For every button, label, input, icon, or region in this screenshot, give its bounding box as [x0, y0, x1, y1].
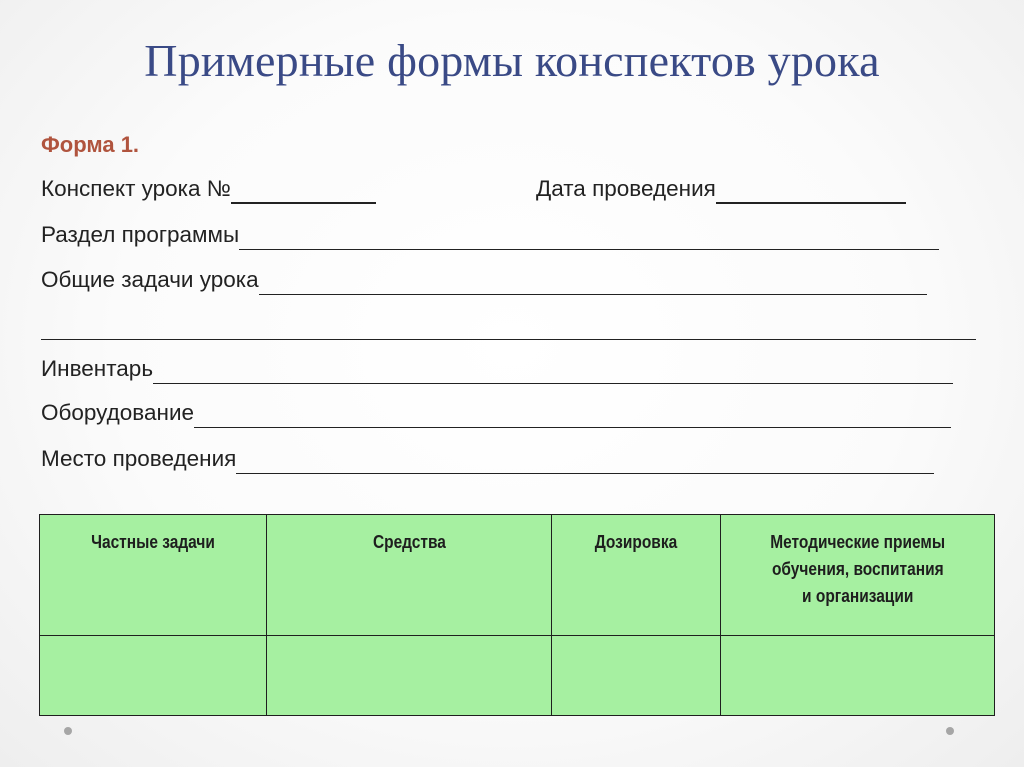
table-header-cell: Дозировка: [552, 515, 721, 636]
program-section-label: Раздел программы: [41, 222, 240, 247]
table-cell: [721, 636, 995, 716]
inventory-blank: [153, 359, 953, 384]
lesson-number-blank: [231, 178, 376, 204]
inventory-label: Инвентарь: [41, 356, 154, 381]
table-cell: [40, 636, 267, 716]
field-row-general-tasks: [41, 263, 927, 295]
general-tasks-label: Общие задачи урока: [41, 267, 259, 292]
field-row-venue: [41, 442, 934, 474]
table-header-cell: Методические приемы обучения, воспитания и организации: [721, 515, 995, 636]
date-blank: [716, 178, 906, 204]
equipment-blank: [194, 403, 951, 428]
field-row-inventory: [41, 352, 953, 384]
field-row-blank-continuation: [41, 308, 976, 340]
form-label: Форма 1.: [41, 132, 140, 157]
table-header-cell: Частные задачи: [40, 515, 267, 636]
lesson-plan-table: [39, 514, 995, 716]
field-row-date: [536, 172, 906, 204]
table-cell: [266, 636, 552, 716]
equipment-label: Оборудование: [41, 400, 195, 425]
program-section-blank: [239, 225, 939, 250]
date-label: Дата проведения: [536, 176, 716, 201]
table-header-cell: Средства: [266, 515, 552, 636]
continuation-blank: [41, 315, 976, 340]
field-row-program-section: [41, 218, 939, 250]
lesson-number-label: Конспект урока №: [41, 176, 231, 201]
decorative-dot: [64, 727, 72, 735]
table-row: [40, 636, 995, 716]
venue-label: Место проведения: [41, 446, 237, 471]
general-tasks-blank: [259, 270, 927, 295]
table-cell: [552, 636, 721, 716]
table-header-row: [40, 515, 995, 636]
field-row-lesson-number: [41, 172, 376, 204]
venue-blank: [236, 449, 934, 474]
field-row-equipment: [41, 396, 951, 428]
decorative-dot: [946, 727, 954, 735]
slide-title: Примерные формы конспектов урока: [144, 35, 880, 86]
